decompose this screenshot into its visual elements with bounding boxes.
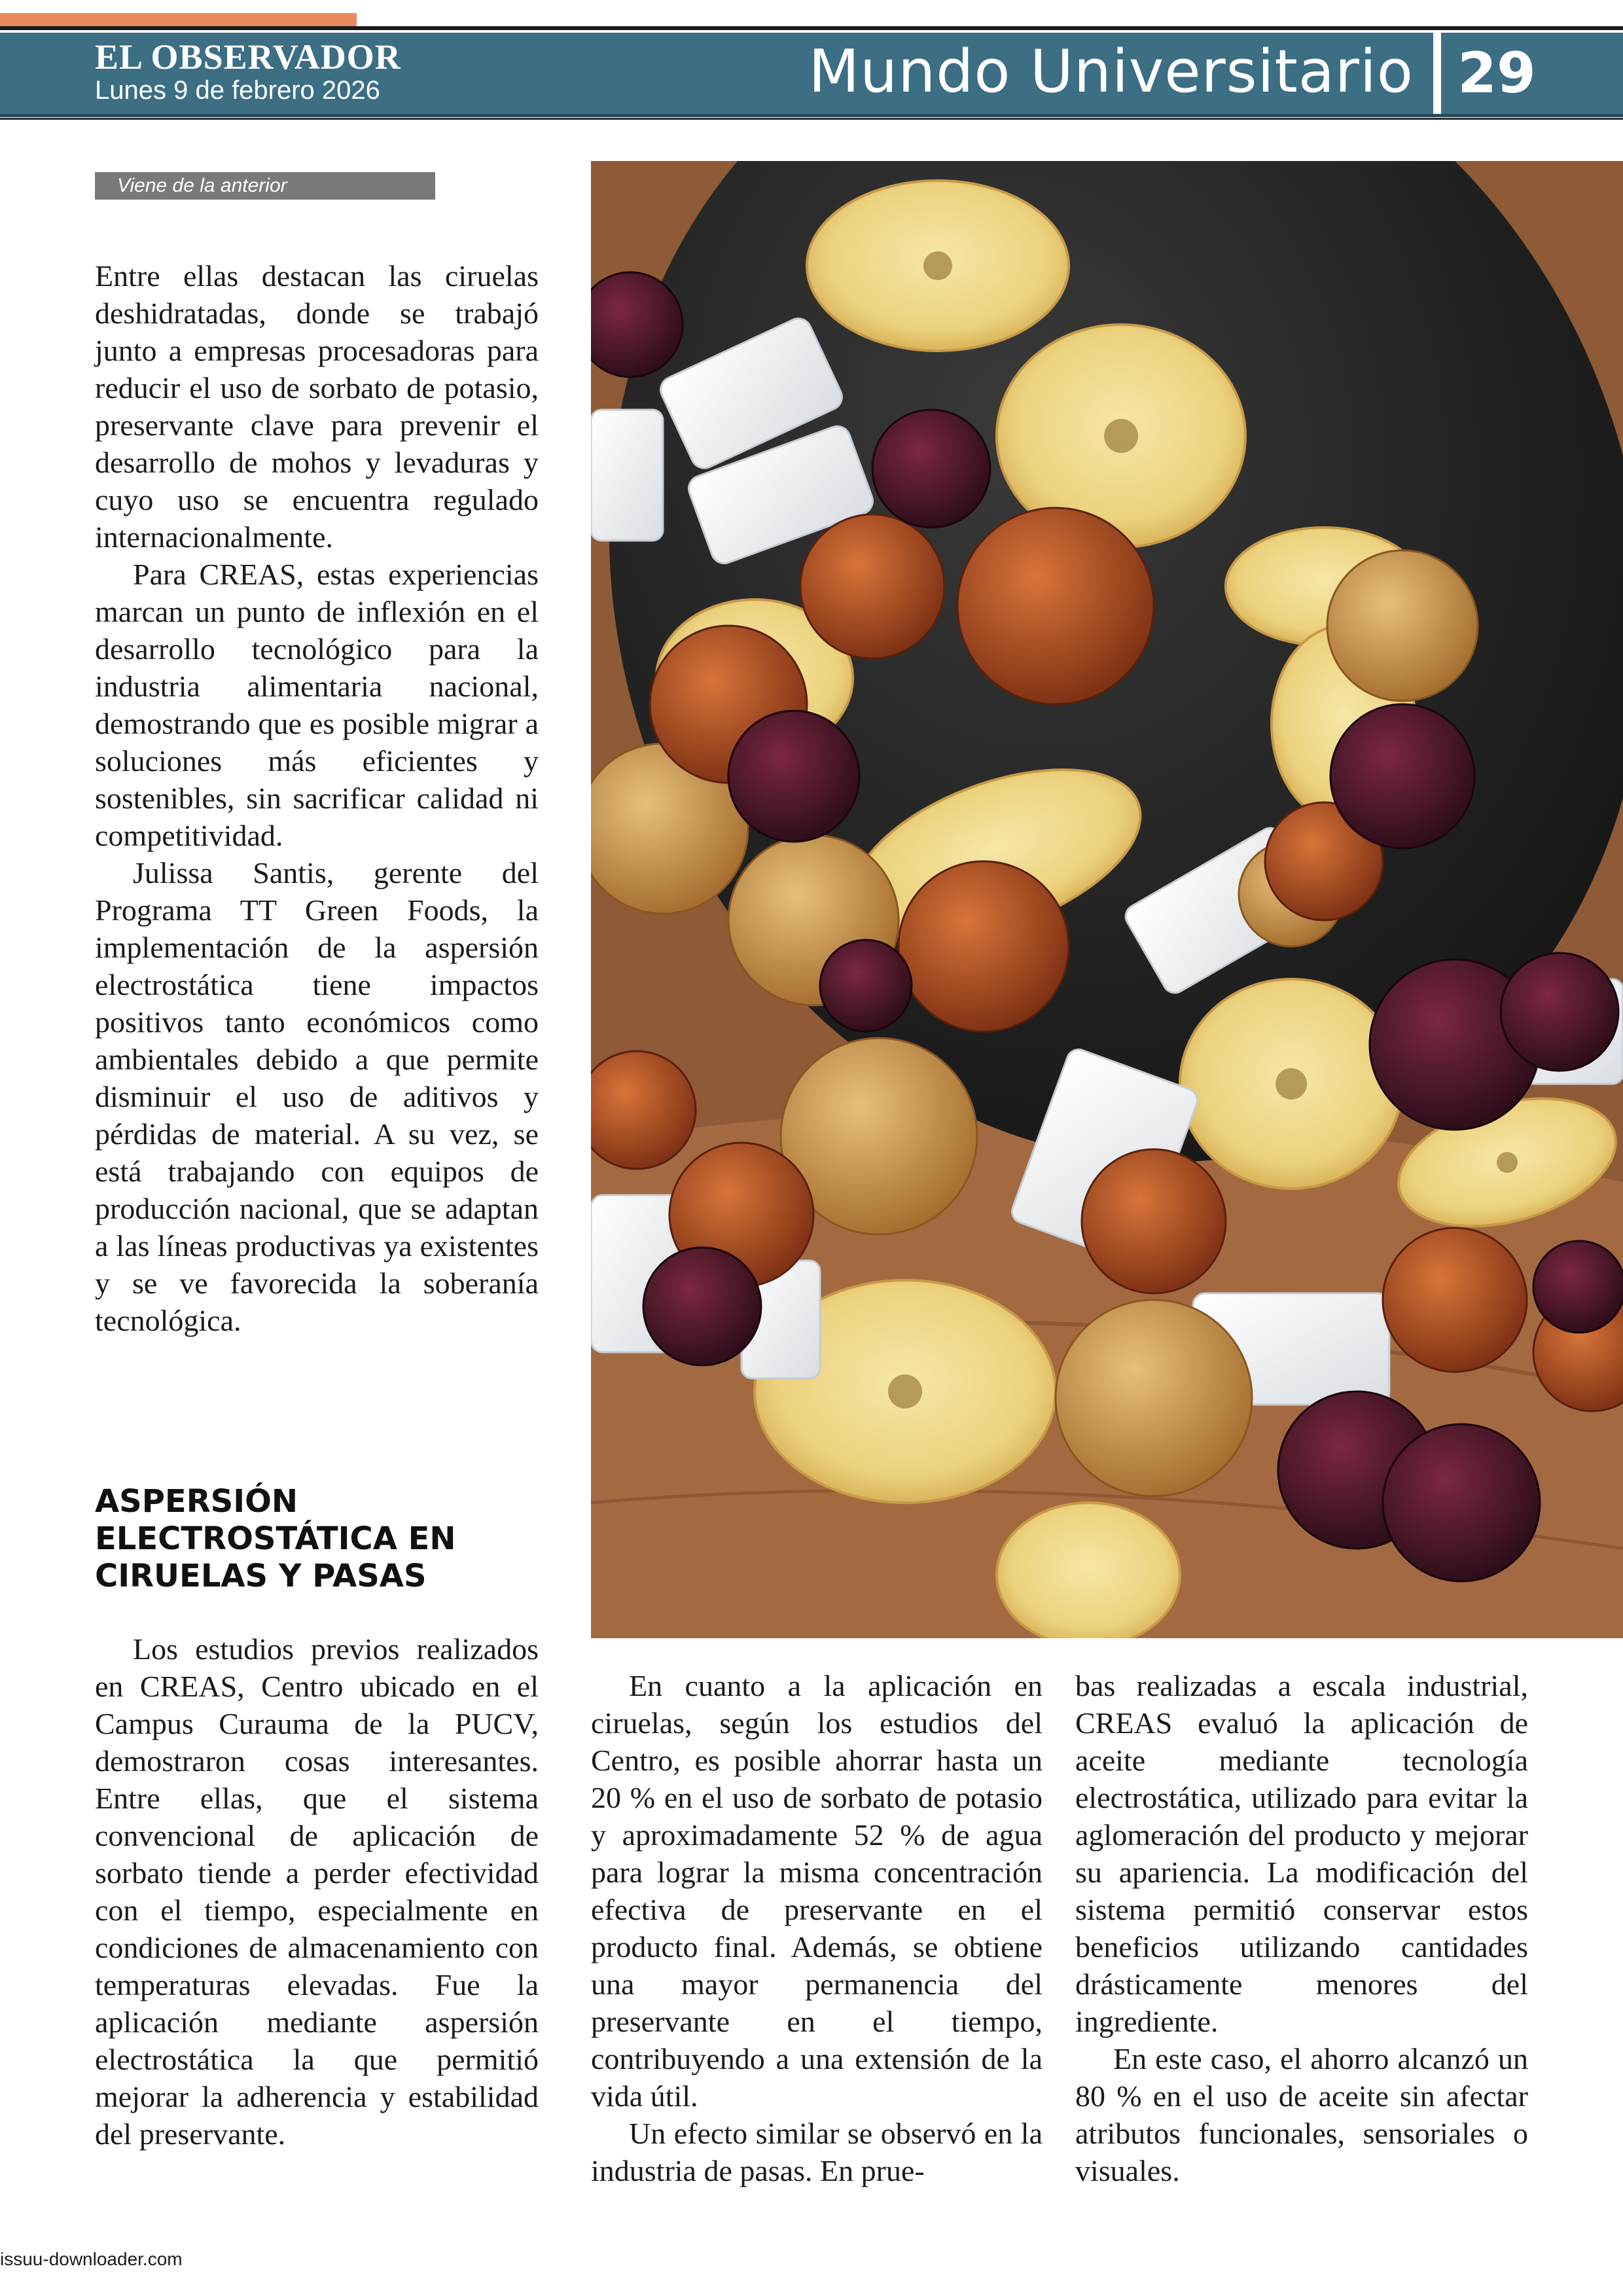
article-column-left-top: [95, 257, 539, 1339]
header-top-rule: [0, 26, 1623, 30]
masthead: EL OBSERVADOR: [95, 37, 401, 77]
dried-fruit-photo: [591, 161, 1623, 1638]
article-paragraph: Julissa Santis, gerente del Programa TT Green Foods, la implementación de la aspersión electrostática tiene impactos positivos tanto económicos como ambientales debido a que permite disminuir el uso de aditivos y pérdidas de material. A su vez, se está trabajando con equipos de producción nacional, que se adaptan a las líneas productivas ya existentes y se ve favorecida la soberanía tecnológica.: [95, 856, 539, 1337]
header-bottom-rule: [0, 118, 1623, 120]
article-paragraph: Entre ellas destacan las ciruelas deshidratadas, donde se trabajó junto a empresas procesadoras para reducir el uso de sorbato de potasio, preservante clave para prevenir el desarrollo de mohos y levaduras y cuyo uso se encuentra regulado internacionalmente.: [95, 259, 539, 554]
article-paragraph: Un efecto similar se observó en la industria de pasas. En prue-: [591, 2117, 1043, 2187]
article-paragraph: En este caso, el ahorro alcanzó un 80 % en el uso de aceite sin afectar atributos funcionales, sensoriales o visuales.: [1075, 2042, 1528, 2187]
article-subheading: [95, 1483, 553, 1595]
header-divider: [1433, 33, 1441, 114]
subheading-line: ASPERSIÓN: [95, 1483, 298, 1520]
article-column-left-bottom: [95, 1630, 539, 2153]
article-column-middle: [591, 1667, 1043, 2189]
header-accent-bar: [0, 13, 357, 26]
dried-fruit-illustration: [591, 161, 1623, 1638]
article-paragraph: En cuanto a la aplicación en ciruelas, según los estudios del Centro, es posible ahorrar hasta un 20 % en el uso de sorbato de potasio y aproximadamente 52 % de agua para lograr la misma concentración efectiva de preservante en el producto final. Además, se obtiene una mayor permanencia del preservante en el tiempo, contribuyendo a una extensión de la vida útil.: [591, 1669, 1043, 2113]
article-column-right: [1075, 1667, 1528, 2189]
section-title: Mundo Universitario: [808, 37, 1414, 106]
article-paragraph: Los estudios previos realizados en CREAS, Centro ubicado en el Campus Curauma de la PUCV, demostraron cosas interesantes. Entre ellas, que el sistema convencional de aplicación de sorbato tiende a perder efectividad con el tiempo, especialmente en condiciones de almacenamiento con temperaturas elevadas. Fue la aplicación mediante aspersión electrostática la que permitió mejorar la adherencia y estabilidad del preservante.: [95, 1632, 539, 2151]
issue-date: Lunes 9 de febrero 2026: [95, 76, 380, 105]
continued-from-tag: Viene de la anterior: [95, 172, 435, 200]
article-paragraph: Para CREAS, estas experiencias marcan un punto de inflexión en el desarrollo tecnológico para la industria alimentaria nacional, demostrando que es posible migrar a soluciones más eficientes y sostenibles, sin sacrificar calidad ni competitividad.: [95, 558, 539, 852]
article-paragraph: bas realizadas a escala industrial, CREAS evaluó la aplicación de aceite mediante tecnología electrostática, utilizado para evitar la aglomeración del producto y mejorar su apariencia. La modificación del sistema permitió conservar estos beneficios utilizando cantidades drásticamente menores del ingrediente.: [1075, 1669, 1528, 2038]
subheading-line: CIRUELAS Y PASAS: [95, 1558, 427, 1594]
footer-credit: issuu-downloader.com: [0, 2249, 183, 2269]
page-number: 29: [1457, 41, 1536, 106]
subheading-line: ELECTROSTÁTICA EN: [95, 1520, 456, 1557]
